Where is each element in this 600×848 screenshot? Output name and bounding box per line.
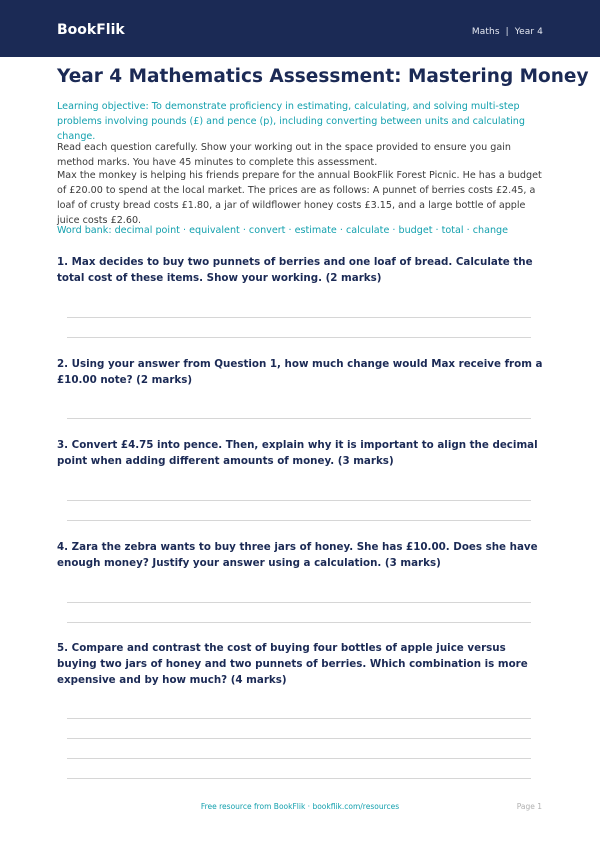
answer-line[interactable]	[67, 778, 531, 779]
answer-line[interactable]	[67, 758, 531, 759]
word-bank: Word bank: decimal point · equivalent · convert · estimate · calculate · budget · total · change	[57, 225, 509, 236]
scenario: Max the monkey is helping his friends prepare for the annual BookFlik Forest Picnic. He has a budget of £20.00 to spend at the local market. The prices are as follows: A punnet of berries costs £2.45, a loaf of crusty bread costs £1.80, a jar of wildflower honey costs £3.15, and a large bottle of apple juice costs £2.60.	[57, 170, 542, 226]
answer-line[interactable]	[67, 718, 531, 719]
instructions: Read each question carefully. Show your working out in the space provided to ensure you gain method marks. You have 45 minutes to complete this assessment.	[57, 142, 512, 168]
answer-line[interactable]	[67, 418, 531, 419]
page-number: Page 1	[516, 802, 542, 811]
subject-label: Maths	[471, 27, 500, 37]
question-4: 4. Zara the zebra wants to buy three jars of honey. She has £10.00. Does she have enough money? Justify your answer using a calculation. (3 marks)	[57, 541, 538, 569]
answer-line[interactable]	[67, 622, 531, 623]
learning-objective: Learning objective: To demonstrate proficiency in estimating, calculating, and solving multi-step problems involving pounds (£) and pence (p), including converting between units and calculating change.	[57, 101, 525, 142]
header-separator: |	[505, 27, 509, 37]
year-label: Year 4	[514, 27, 543, 37]
answer-line[interactable]	[67, 337, 531, 338]
answer-line[interactable]	[67, 317, 531, 318]
answer-line[interactable]	[67, 602, 531, 603]
answer-line[interactable]	[67, 500, 531, 501]
question-3: 3. Convert £4.75 into pence. Then, explain why it is important to align the decimal point when adding different amounts of money. (3 marks)	[57, 439, 538, 467]
question-5: 5. Compare and contrast the cost of buying four bottles of apple juice versus buying two jars of honey and two punnets of berries. Which combination is more expensive and by how much? (4 marks)	[57, 642, 528, 686]
question-2: 2. Using your answer from Question 1, how much change would Max receive from a £10.00 note? (2 marks)	[57, 358, 543, 386]
answer-line[interactable]	[67, 520, 531, 521]
footer-link[interactable]: Free resource from BookFlik · bookflik.com/resources	[200, 802, 400, 811]
footer	[0, 802, 600, 814]
header-bar	[0, 0, 600, 57]
page-title: Year 4 Mathematics Assessment: Mastering Money	[57, 66, 589, 87]
header-meta	[472, 27, 543, 37]
brand-logo: BookFlik	[57, 22, 125, 38]
question-1: 1. Max decides to buy two punnets of berries and one loaf of bread. Calculate the total cost of these items. Show your working. (2 marks)	[57, 256, 533, 284]
answer-line[interactable]	[67, 738, 531, 739]
